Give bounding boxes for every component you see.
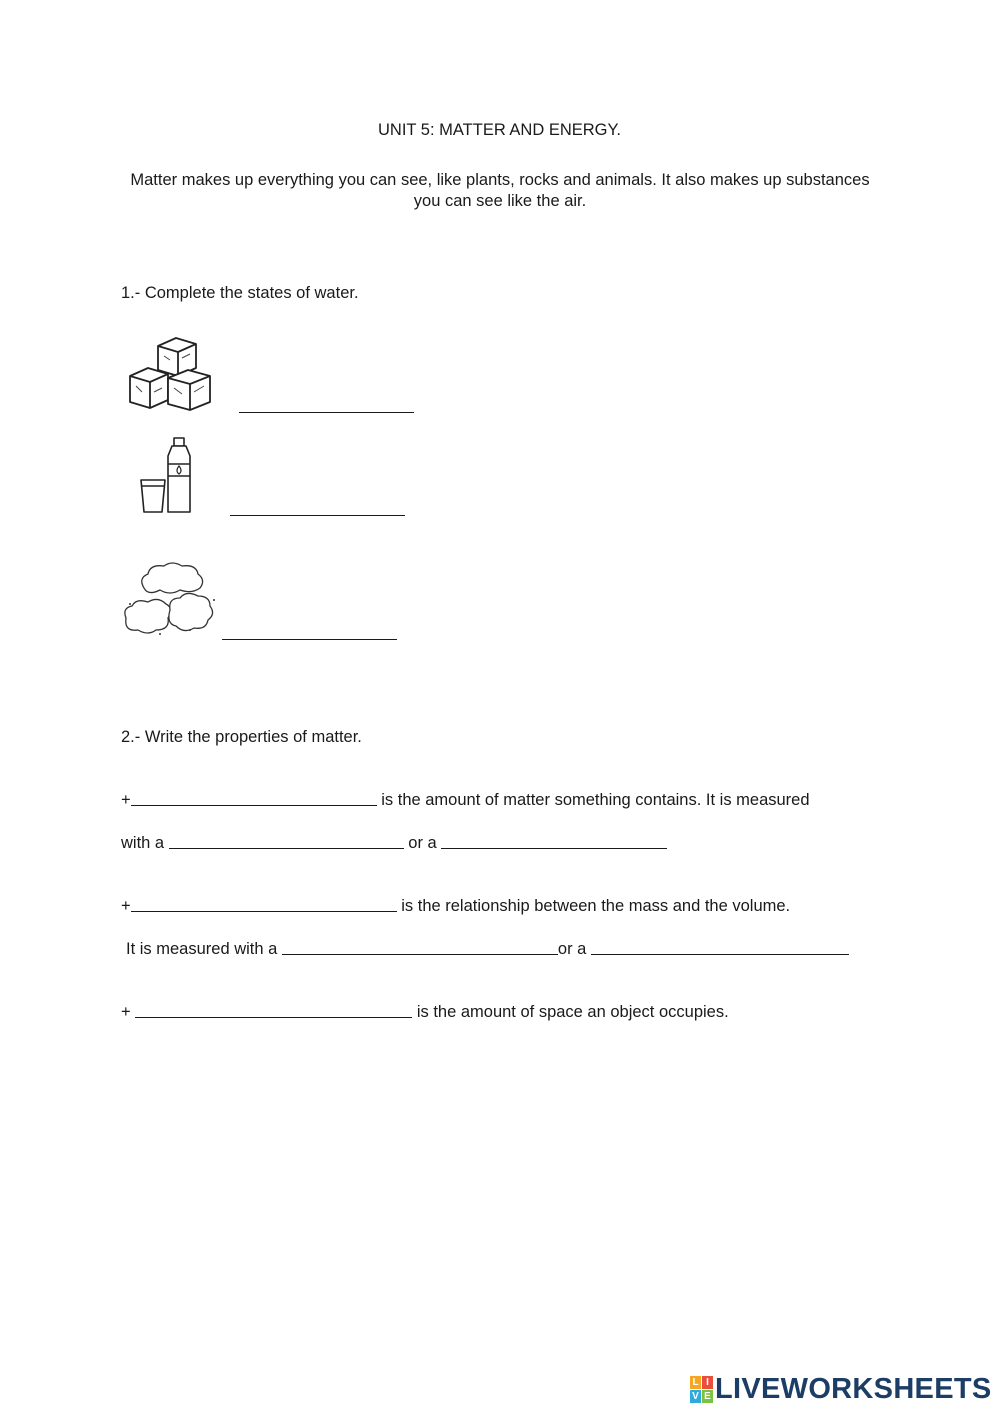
- density-measure-line: [126, 940, 849, 959]
- logo-letter-i: I: [702, 1376, 713, 1389]
- bullet-plus: +: [121, 791, 131, 809]
- blank-mass-instrument-1[interactable]: [169, 834, 404, 849]
- question-1-prompt: 1.- Complete the states of water.: [121, 284, 359, 302]
- blank-volume[interactable]: [135, 1003, 412, 1018]
- density-line: [121, 897, 790, 916]
- answer-line-solid[interactable]: [239, 412, 414, 413]
- blank-density-instrument-2[interactable]: [591, 940, 849, 955]
- volume-description: is the amount of space an object occupies.: [416, 1003, 729, 1021]
- logo-letter-e: E: [702, 1390, 713, 1403]
- liveworksheets-logo: [690, 1373, 992, 1405]
- blank-density[interactable]: [131, 897, 397, 912]
- blank-mass[interactable]: [131, 791, 377, 806]
- logo-letter-l: L: [690, 1376, 701, 1389]
- question-2-prompt: 2.- Write the properties of matter.: [121, 728, 362, 746]
- bullet-plus: +: [121, 1003, 131, 1021]
- mass-description: is the amount of matter something contains. It is measured: [381, 791, 810, 809]
- logo-mark-icon: [690, 1376, 713, 1403]
- ice-cubes-icon: [124, 334, 216, 414]
- water-bottle-glass-icon: [136, 436, 196, 516]
- or-a-text: or a: [408, 834, 437, 852]
- blank-density-instrument-1[interactable]: [282, 940, 558, 955]
- density-description: is the relationship between the mass and the volume.: [401, 897, 791, 915]
- blank-mass-instrument-2[interactable]: [441, 834, 667, 849]
- page-title: UNIT 5: MATTER AND ENERGY.: [378, 121, 621, 139]
- logo-text: LIVEWORKSHEETS: [715, 1372, 992, 1405]
- mass-line: [121, 791, 810, 810]
- mass-measure-line: [121, 834, 667, 853]
- bullet-plus: +: [121, 897, 131, 915]
- volume-line: [121, 1003, 729, 1022]
- answer-line-gas[interactable]: [222, 639, 397, 640]
- answer-line-liquid[interactable]: [230, 515, 405, 516]
- intro-paragraph: Matter makes up everything you can see, like plants, rocks and animals. It also makes up substances you can see like the air.: [130, 171, 870, 210]
- or-a-text: or a: [557, 940, 587, 958]
- measured-with-text: It is measured with a: [126, 940, 278, 958]
- clouds-icon: [120, 558, 220, 640]
- with-a-text: with a: [121, 834, 165, 852]
- logo-letter-v: V: [690, 1390, 701, 1403]
